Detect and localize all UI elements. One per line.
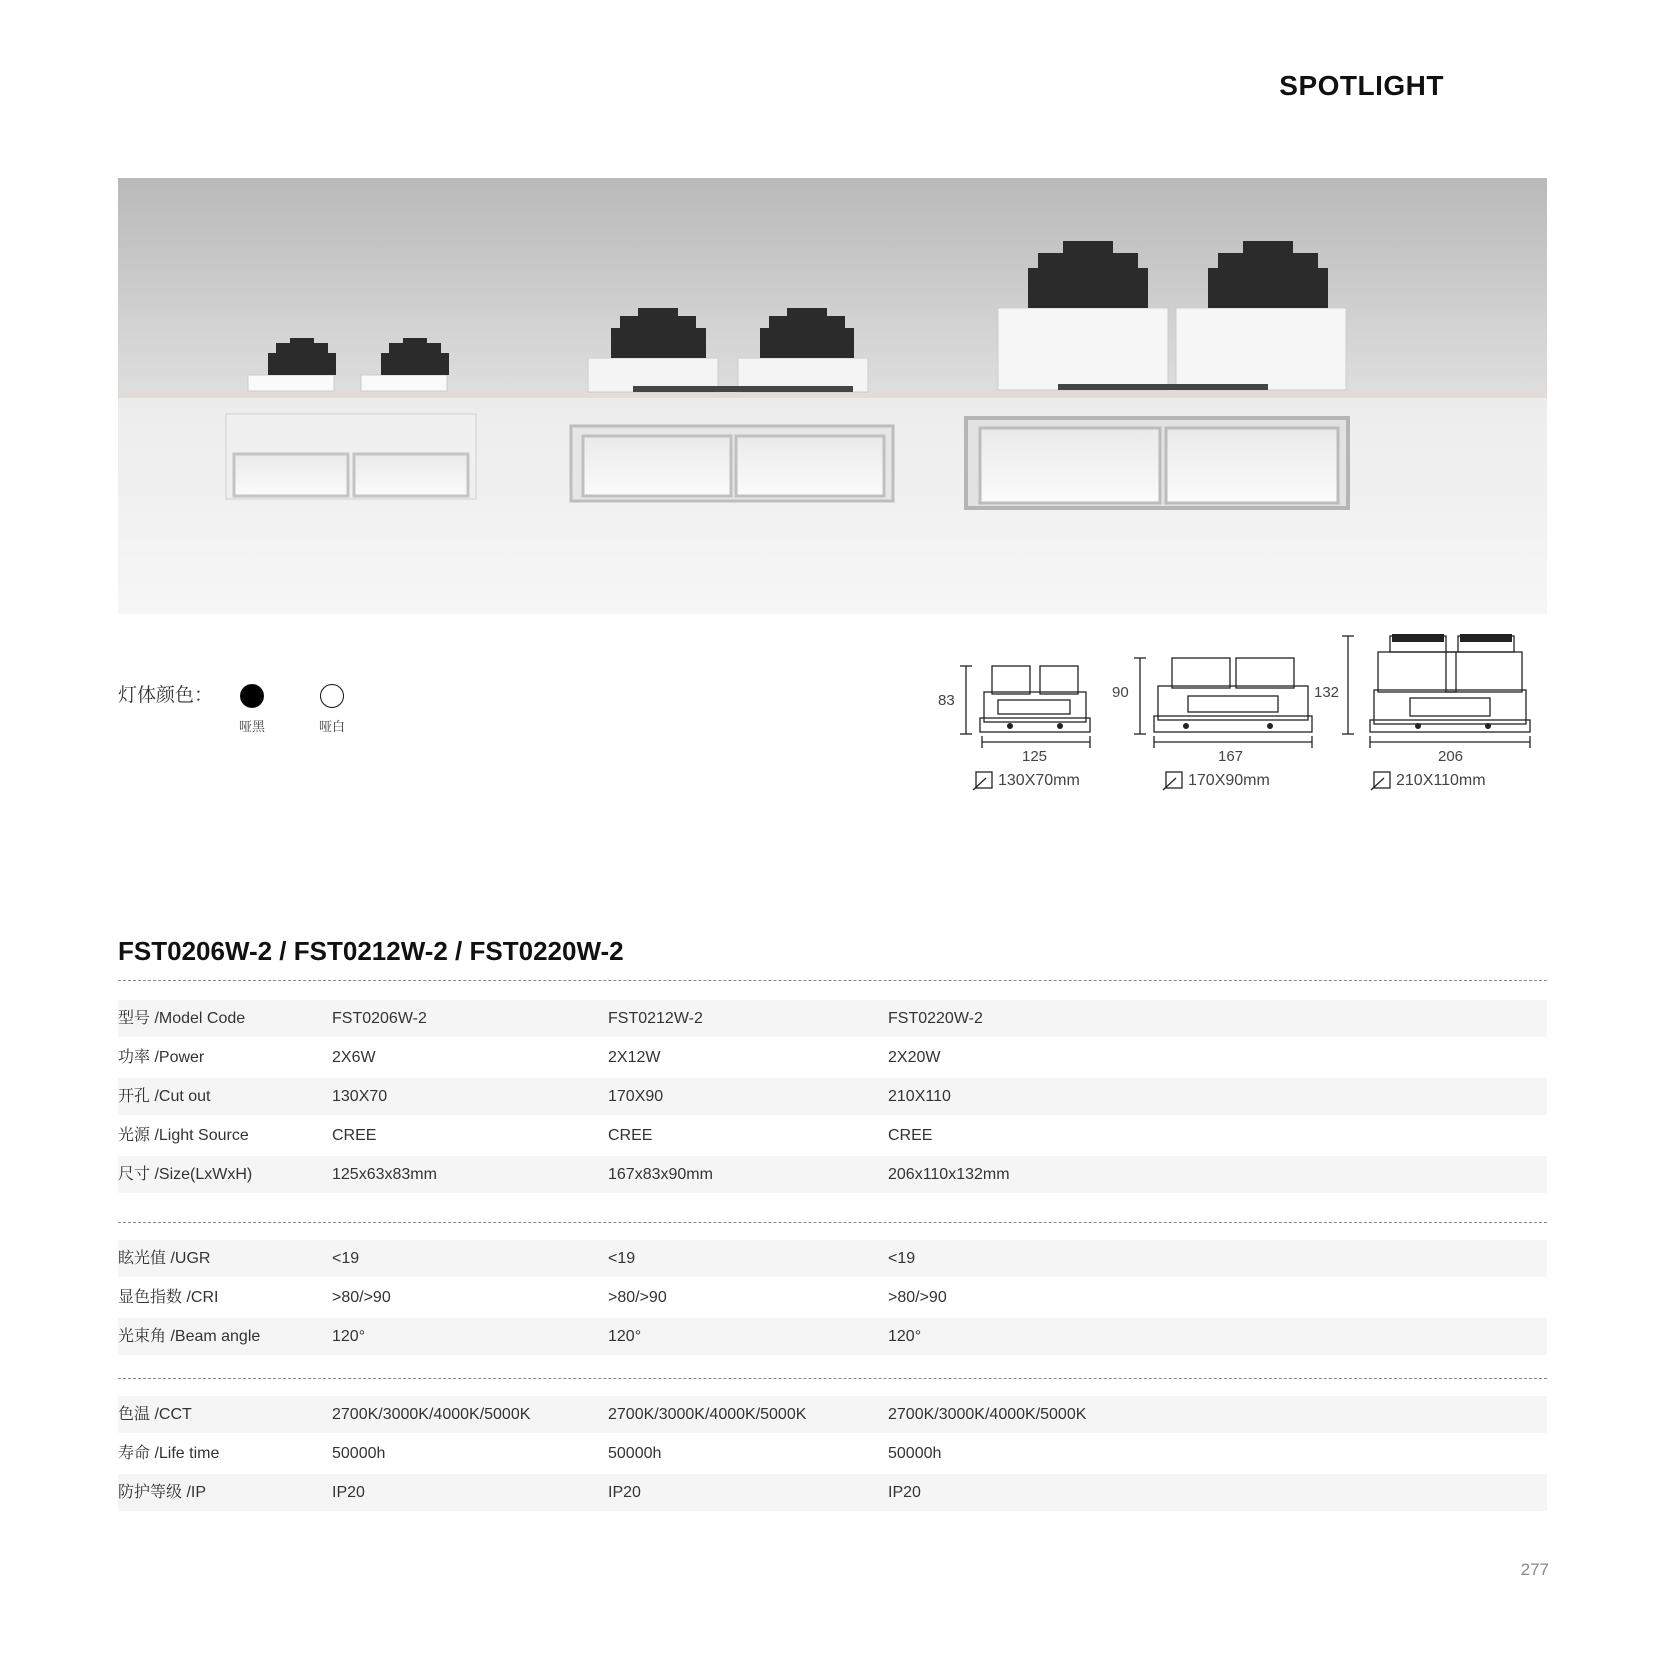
spec-label: 功率 /Power	[118, 1049, 205, 1066]
spec-value: FST0212W-2	[608, 1010, 703, 1027]
spec-value: 120°	[888, 1328, 922, 1345]
spec-row	[118, 1000, 1547, 1037]
swatch-matte-black	[240, 684, 264, 708]
spec-row	[118, 1279, 1547, 1316]
spec-row	[118, 1474, 1547, 1511]
drawing-1-height: 83	[938, 692, 955, 709]
spec-row	[118, 1078, 1547, 1115]
spec-value: 2700K/3000K/4000K/5000K	[608, 1406, 807, 1423]
spec-row	[118, 1156, 1547, 1193]
spec-row	[118, 1240, 1547, 1277]
spec-value: FST0206W-2	[332, 1010, 427, 1027]
spec-value: 50000h	[888, 1445, 942, 1462]
spec-value: 2700K/3000K/4000K/5000K	[888, 1406, 1087, 1423]
spec-value: FST0220W-2	[888, 1010, 983, 1027]
spec-row	[118, 1117, 1547, 1154]
spec-value: IP20	[332, 1484, 365, 1501]
spec-title: FST0206W-2 / FST0212W-2 / FST0220W-2	[118, 936, 624, 966]
spec-label: 寿命 /Life time	[118, 1445, 220, 1462]
drawing-3-width: 206	[1438, 748, 1464, 765]
spec-row	[118, 1435, 1547, 1472]
color-options-label: 灯体颜色：	[118, 685, 214, 706]
drawing-2-cutout: 170X90mm	[1188, 772, 1270, 789]
spec-value: 2700K/3000K/4000K/5000K	[332, 1406, 531, 1423]
spec-label: 色温 /CCT	[118, 1406, 192, 1423]
drawing-1-width: 125	[1022, 748, 1048, 765]
dimension-drawings	[940, 630, 1550, 800]
spec-value: 120°	[608, 1328, 642, 1345]
spec-value: 170X90	[608, 1088, 664, 1105]
spec-value: CREE	[608, 1127, 653, 1144]
drawing-3-height: 132	[1314, 684, 1340, 701]
spec-value: 167x83x90mm	[608, 1166, 713, 1183]
spec-value: 125x63x83mm	[332, 1166, 437, 1183]
drawing-3-cutout: 210X110mm	[1396, 772, 1486, 789]
spec-label: 光源 /Light Source	[118, 1127, 249, 1144]
spec-value: CREE	[888, 1127, 933, 1144]
page-number: 277	[1520, 1560, 1549, 1579]
swatch-label-black: 哑黑	[238, 719, 265, 734]
spec-value: <19	[888, 1250, 916, 1267]
spec-value: 120°	[332, 1328, 366, 1345]
section-title: SPOTLIGHT	[1279, 70, 1444, 101]
drawing-2-height: 90	[1112, 684, 1129, 701]
spec-label: 显色指数 /CRI	[118, 1289, 219, 1306]
drawing-1-cutout: 130X70mm	[998, 772, 1080, 789]
spec-value: <19	[608, 1250, 636, 1267]
spec-label: 眩光值 /UGR	[118, 1250, 211, 1267]
product-rendering	[118, 178, 1547, 614]
spec-row	[118, 1396, 1547, 1433]
spec-value: 50000h	[332, 1445, 386, 1462]
spec-label: 型号 /Model Code	[118, 1010, 246, 1027]
drawing-2-width: 167	[1218, 748, 1244, 765]
spec-value: 210X110	[888, 1088, 951, 1105]
spec-value: IP20	[888, 1484, 921, 1501]
spec-value: <19	[332, 1250, 360, 1267]
spec-value: 50000h	[608, 1445, 662, 1462]
spec-value: >80/>90	[888, 1289, 947, 1306]
divider	[118, 1222, 1547, 1223]
spec-value: >80/>90	[608, 1289, 667, 1306]
swatch-label-white: 哑白	[318, 719, 345, 734]
swatch-matte-white	[320, 684, 344, 708]
spec-label: 开孔 /Cut out	[118, 1088, 211, 1105]
spec-value: CREE	[332, 1127, 377, 1144]
spec-value: IP20	[608, 1484, 641, 1501]
divider	[118, 1378, 1547, 1379]
spec-value: 206x110x132mm	[888, 1166, 1010, 1183]
spec-row	[118, 1039, 1547, 1076]
divider	[118, 980, 1547, 981]
spec-value: 2X20W	[888, 1049, 941, 1066]
spec-row	[118, 1318, 1547, 1355]
spec-label: 尺寸 /Size(LxWxH)	[118, 1166, 253, 1183]
spec-label: 防护等级 /IP	[118, 1484, 207, 1501]
spec-value: >80/>90	[332, 1289, 391, 1306]
spec-value: 2X12W	[608, 1049, 661, 1066]
spec-value: 130X70	[332, 1088, 388, 1105]
spec-label: 光束角 /Beam angle	[118, 1328, 261, 1345]
spec-value: 2X6W	[332, 1049, 376, 1066]
